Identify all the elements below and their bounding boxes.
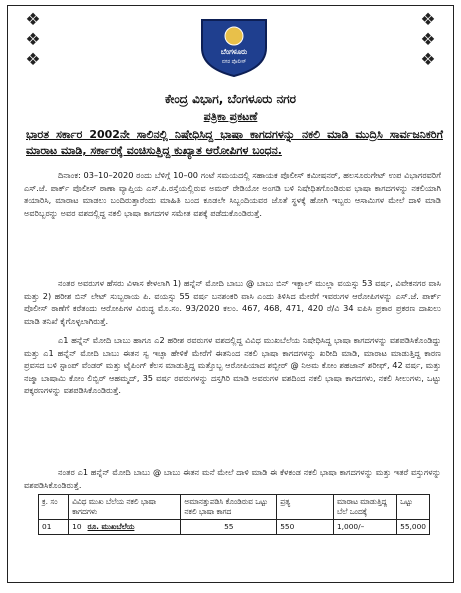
body-paragraph-1: ದಿನಾಂಕ: 03–10–2020 ರಂದು ಬೆಳಿಗ್ಗೆ 10–00 ಗಂಟೆ ಸಮಯದಲ್ಲಿ ಸಹಾಯಕ ಪೊಲೀಸ್ ಕಮೀಷನರ್, ಹಲಸೂರುಗೇಟ್ ಉಪ ವಿಭಾಗರವರಿಗೆ ಎಸ್.ಜೆ. ಪಾರ್ಕ್ ಪೊಲೀಸ್ ಠಾಣಾ ವ್ಯಾಪ್ತಿಯ ಎಸ್.ಪಿ.ರಸ್ತೆಯಲ್ಲಿರುವ ಅಮರ್ ರೇಡಿಯೋ ಅಂಗಡಿ ಬಳಿ ನಿಷೇಧಿತಗೊಂಡಿರುವ ಭಾಷಾ ಕಾಗದಗಳನ್ನು ನಕಲಿಯಾಗಿ ತಯಾರಿಸಿ, ಮಾರಾಟ ಮಾಡಲು ಬಂದಿರುತ್ತಾರೆಂದು ಮಾಹಿತಿ ಬಂದ ಕೂಡಲೇ ಸಿಬ್ಬಂದಿಯವರ ಜೊತೆ ಸ್ಥಳಕ್ಕೆ ಹೋಗಿ ಇಬ್ಬರು ಆಸಾಮಿಗಳ ಮೇಲೆ ದಾಳಿ ಮಾಡಿ ಅವರಿಬ್ಬರನ್ನು ಅವರ ವಶದಲ್ಲಿದ್ದ ನಕಲಿ ಭಾಷಾ ಕಾಗದಗಳ ಸಮೇತ ವಶಕ್ಕೆ ಪಡೆದುಕೊಂಡಿರುತ್ತೆ. xyxy=(24,170,441,218)
ornament-icon: ❖ xyxy=(420,30,436,50)
body-paragraph-2: ನಂತರ ಅವರುಗಳ ಹೆಸರು ವಿಳಾಸ ಕೇಳಲಾಗಿ 1) ಹನ್ನೆನ್ ಮೋದಿ ಬಾಬು @ ಬಾಬು ಬಿನ್ ಇಕ್ಬಾಲ್ ಮುಲ್ಲಾ ವಯಸ್ಸು 53 ವರ್ಷ, ವಿವೇಕನಗರ ವಾಸಿ ಮತ್ತು 2) ಹರೀಶ ಬಿನ್ ಲೇಟ್ ಸುಬ್ಬರಾಯ ಪಿ. ವಯಸ್ಸು 55 ವರ್ಷ ಬನಶಂಕರಿ ವಾಸಿ ಎಂದು ತಿಳಿಸಿದ ಮೇರೆಗೆ ಇವರುಗಳ ಆರೋಪಿಗಳನ್ನು ಎಸ್.ಜೆ. ಪಾರ್ಕ್ ಪೊಲೀಸ್ ಠಾಣೆಗೆ ಕರೆತಂದು ಆರೋಪಿಗಳ ವಿರುದ್ಧ ಮೊ.ಸಂ. 93/2020 ಕಲಂ. 467, 468, 471, 420 ರೆ/ವಿ 34 ಐಪಿಸಿ ಪ್ರಕಾರ ಪ್ರಕರಣ ದಾಖಲು ಮಾಡಿ ತನಿಖೆ ಕೈಗೊಳ್ಳಲಾಗಿರುತ್ತೆ. xyxy=(24,278,441,326)
cell-total: 55,000 xyxy=(397,520,430,535)
cell-serial: 01 xyxy=(39,520,69,535)
table-row xyxy=(39,520,430,535)
press-release-document xyxy=(7,5,454,583)
ornament-icon: ❖ xyxy=(25,30,41,50)
cell-denomination xyxy=(69,520,181,535)
press-release-title: ಪತ್ರಿಕಾ ಪ್ರಕಟಣೆ xyxy=(203,110,258,123)
col-header-unit-price: ಮಾರಾಟ ಮಾಡುತ್ತಿದ್ದ ಬೆಲೆ ಒಂದಕ್ಕೆ xyxy=(333,495,396,520)
table-header-row xyxy=(39,495,430,520)
right-ornament-column xyxy=(411,10,445,70)
logo-caption-bottom: ನಗರ ಪೊಲೀಸ್ xyxy=(221,59,247,65)
ornament-icon: ❖ xyxy=(420,50,436,70)
logo-caption-top: ಬೆಂಗಳೂರು xyxy=(220,48,248,56)
cell-unit-price: 1,000/– xyxy=(333,520,396,535)
bengaluru-city-police-logo xyxy=(194,14,274,78)
ornament-icon: ❖ xyxy=(420,10,436,30)
department-heading: ಕೇಂದ್ರ ವಿಭಾಗ, ಬೆಂಗಳೂರು ನಗರ xyxy=(164,92,297,106)
col-header-denomination: ವಿವಿಧ ಮುಖ ಬೆಲೆಯ ನಕಲಿ ಭಾಷಾ ಕಾಗದಗಳು xyxy=(69,495,181,520)
seized-items-table xyxy=(38,494,430,535)
cell-denomination-label: ರೂ. ಮುಖಬೆಲೆಯ xyxy=(87,522,135,531)
news-headline: ಭಾರತ ಸರ್ಕಾರ 2002ನೇ ಸಾಲಿನಲ್ಲಿ ನಿಷೇಧಿಸಿದ್ದ ಭಾಷಾ ಕಾಗದಗಳನ್ನು ನಕಲಿ ಮಾಡಿ ಮುದ್ರಿಸಿ ಸಾರ್ವಜನಿಕರಿಗೆ ಮಾರಾಟ ಮಾಡಿ, ಸರ್ಕಾರಕ್ಕೆ ವಂಚಿಸುತ್ತಿದ್ದ ಕುಖ್ಯಾತ ಆರೋಪಿಗಳ ಬಂಧನ. xyxy=(26,128,443,157)
body-paragraph-3: ಎ1 ಹನ್ನೆನ್ ಮೋದಿ ಬಾಬು ಹಾಗೂ ಎ2 ಹರೀಶ ರವರುಗಳ ವಶದಲ್ಲಿದ್ದ ವಿವಿಧ ಮುಖಬೆಲೆಯ ನಿಷೇಧಿಸಿದ್ದ ಭಾಷಾ ಕಾಗದಗಳನ್ನು ವಶಪಡಿಸಿಕೊಂಡಿದ್ದು ಮತ್ತು ಎ1 ಹನ್ನೆನ್ ಮೋದಿ ಬಾಬು ಈತನ ಸ್ವ ಇಚ್ಛಾ ಹೇಳಿಕೆ ಮೇರೆಗೆ ಈತನಿಂದ ನಕಲಿ ಭಾಷಾ ಕಾಗದಗಳನ್ನು ಖರೀದಿ ಮಾಡಿ, ಮಾರಾಟ ಮಾಡುತ್ತಿದ್ದ ಕಾರಣ ಪ್ರವಸದ ಬಳಿ ಸ್ಟಾಂಪ್ ವೆಂಡರ್ ಮತ್ತು ಟೈಪಿಂಗ್ ಕೆಲಸ ಮಾಡುತ್ತಿದ್ದ ಮತ್ತೊಬ್ಬ ಆರೋಪಿಯಾದ ಶಬ್ಬೀರ್ @ ನಿಅಮ ಕೋಂ ಶಹಜಾನ್ ಶರೀಫ್, 42 ವರ್ಷ, ಮತ್ತು ನಜ್ಮಾ ಬಾಷಾಮಿ ಕೋಂ ಲಿಬ್ಬಿರ್ ಆಹಮ್ಮದ್, 35 ವರ್ಷ ರವರುಗಳನ್ನು ದಸ್ತಗಿರಿ ಮಾಡಿ ಅವರುಗಳ ವಶದಿಂದ ನಕಲಿ ಭಾಷಾ ಕಾಗದಗಳು, ನಕಲಿ ಸೀಲುಗಳು, ಒಟ್ಟು ಪಕ್ಕರಣಗಳನ್ನು ವಶಪಡಿಸಿಕೊಂಡಿರುತ್ತೆ. xyxy=(24,335,441,396)
cell-pratya: 550 xyxy=(277,520,334,535)
cell-denomination-value: 10 xyxy=(72,522,82,531)
col-header-total: ಒಟ್ಟು xyxy=(397,495,430,520)
body-paragraph-4: ನಂತರ ಎ1 ಹನ್ನೆನ್ ಮೋದಿ ಬಾಬು @ ಬಾಬು ಈತನ ಮನೆ ಮೇಲೆ ದಾಳಿ ಮಾಡಿ ಈ ಕೆಳಕಂಡ ನಕಲಿ ಭಾಷಾ ಕಾಗದಗಳನ್ನು ಮತ್ತು ಇತರೆ ವಸ್ತುಗಳನ್ನು ವಶಪಡಿಸಿಕೊಂಡಿರುತ್ತೆ. xyxy=(24,467,441,490)
col-header-pratya: ಪ್ರತ್ಯ xyxy=(277,495,334,520)
col-header-seized-count: ಅಮಾನತ್ತುಪಡಿಸಿ ಕೊಂಡಿರುವ ಒಟ್ಟು ನಕಲಿ ಭಾಷಾ ಕಾಗದ xyxy=(181,495,277,520)
col-header-serial: ಕ್ರ. ಸಂ xyxy=(39,495,69,520)
ornament-icon: ❖ xyxy=(25,10,41,30)
ornament-icon: ❖ xyxy=(25,50,41,70)
cell-seized-count: 55 xyxy=(181,520,277,535)
left-ornament-column xyxy=(16,10,50,70)
